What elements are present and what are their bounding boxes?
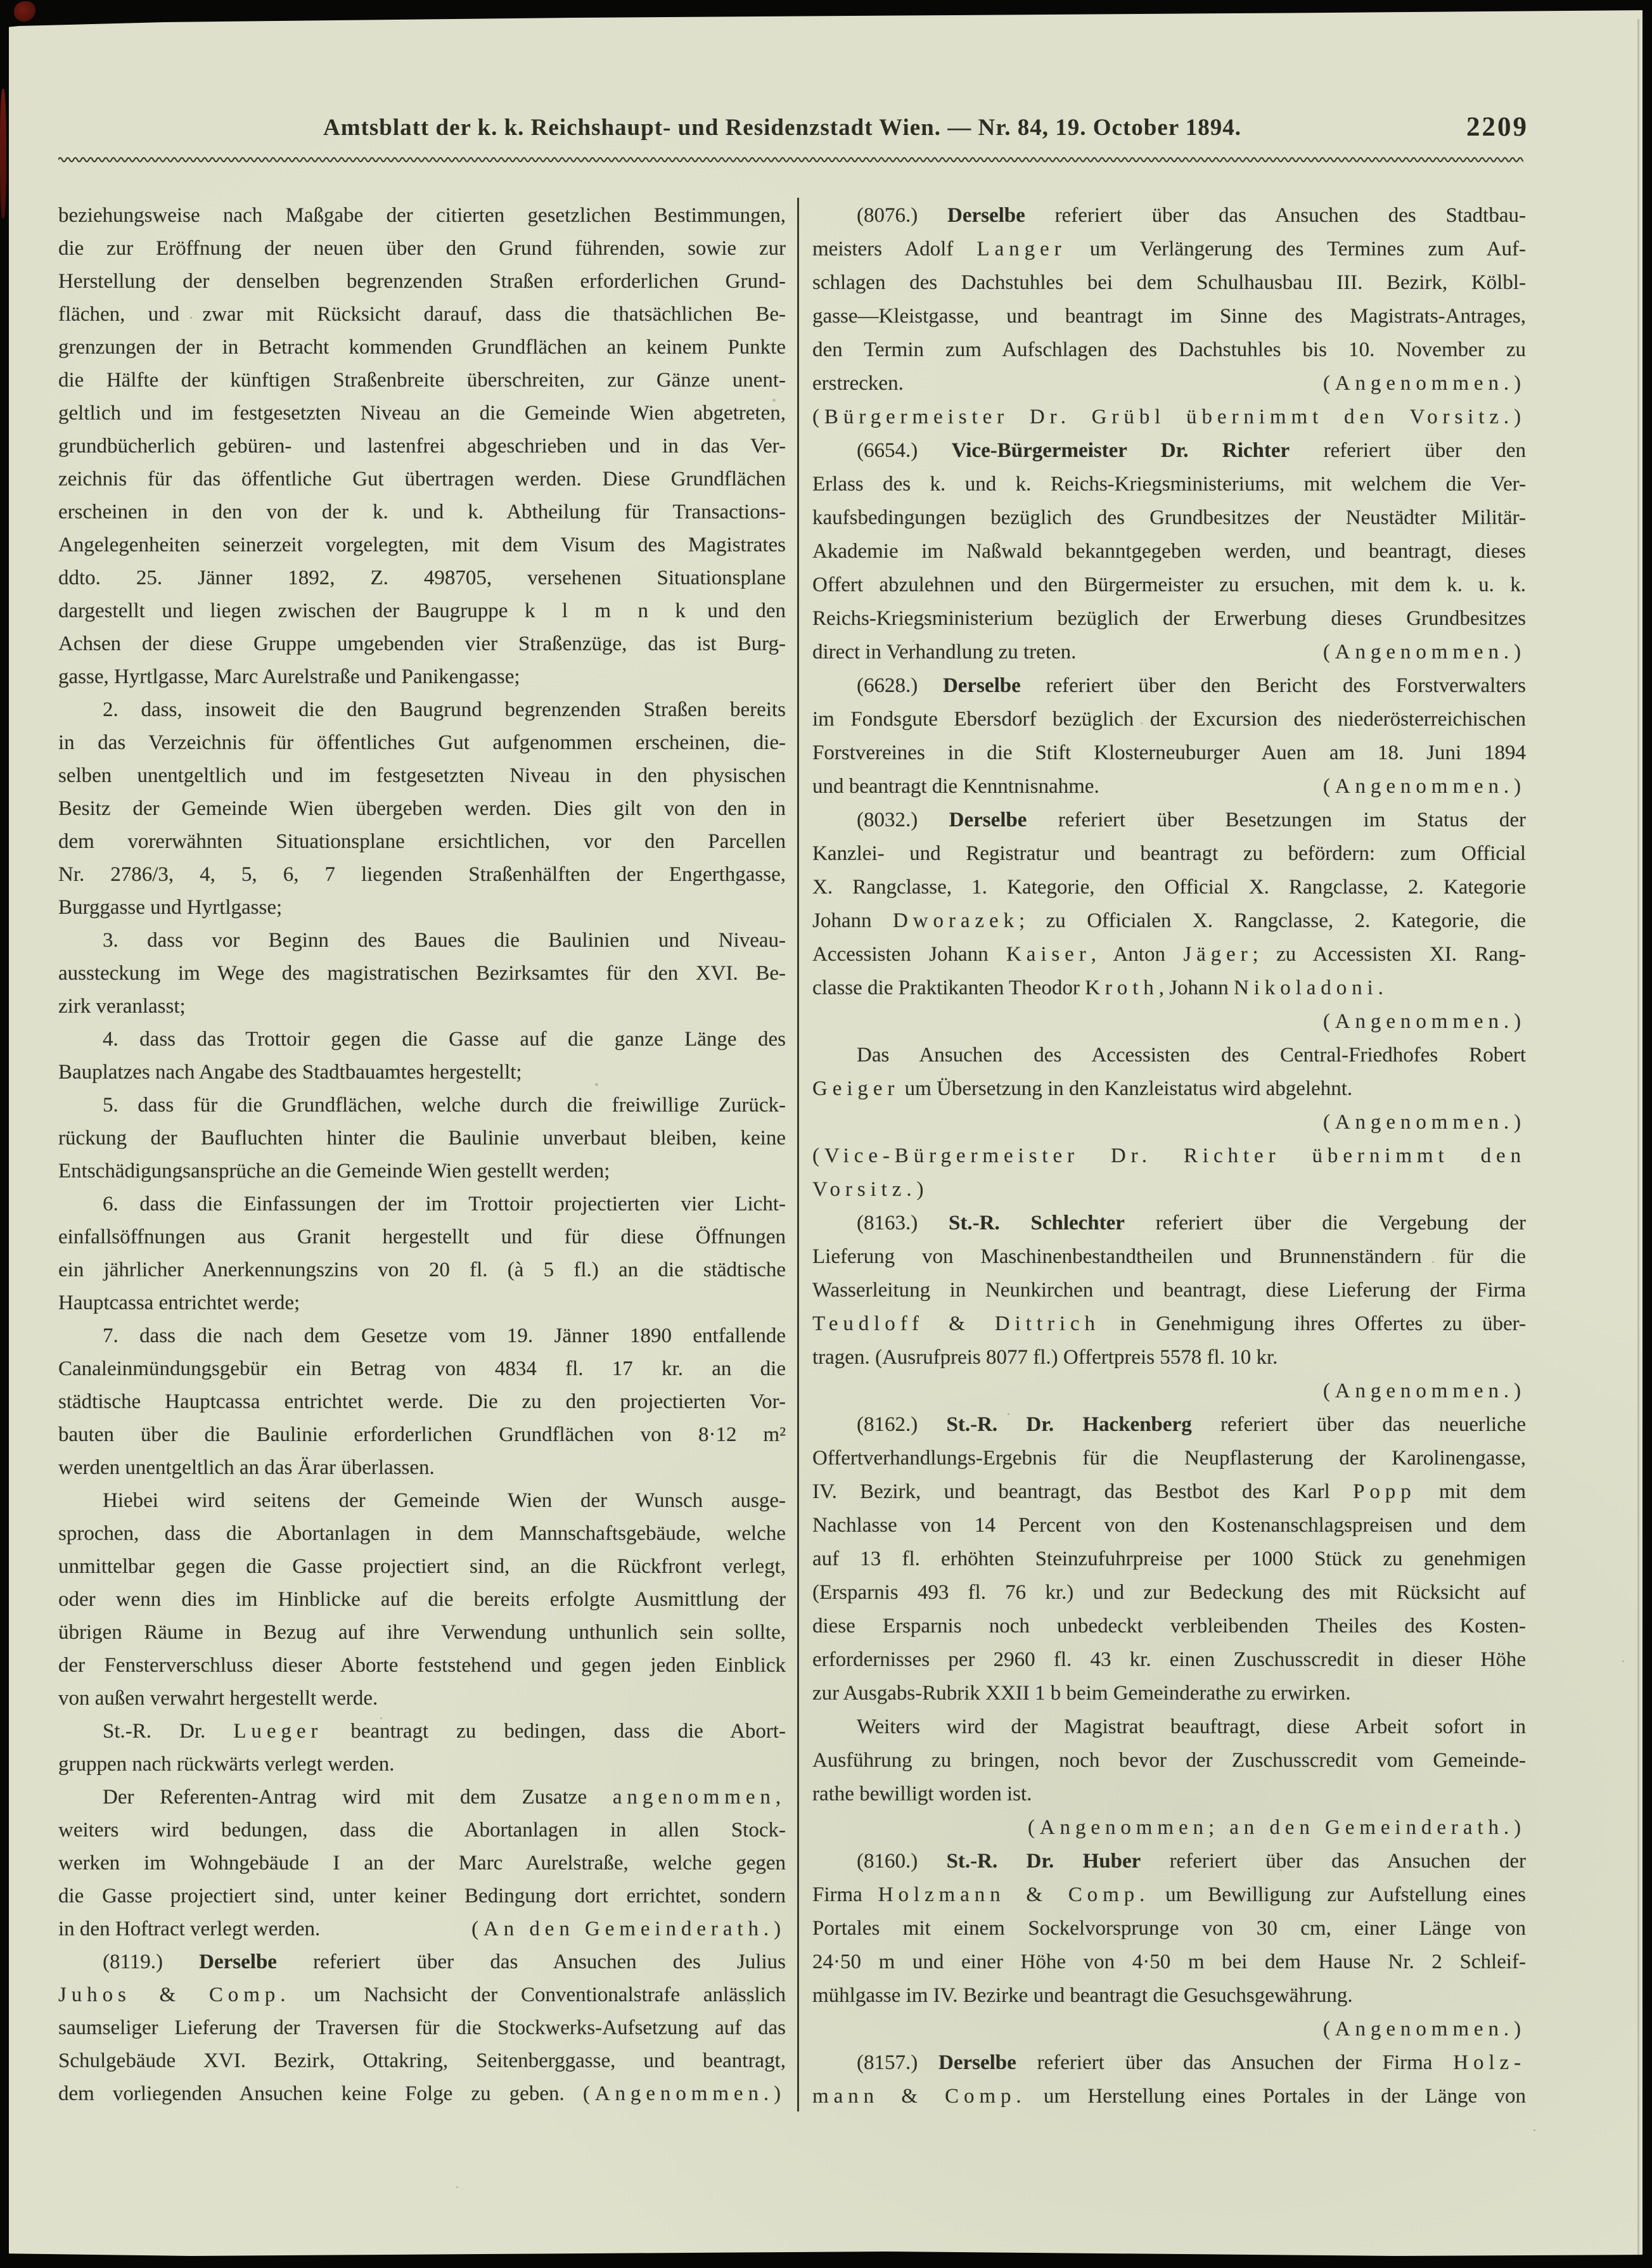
header-wave-rule <box>58 155 1523 164</box>
text-segment: mit dem <box>1416 1480 1526 1503</box>
text-line <box>58 1023 786 1056</box>
text-segment: Entschädigungsansprüche an die Gemeinde Wien gestellt werden; <box>58 1160 610 1182</box>
text-line <box>812 871 1526 904</box>
text-line <box>58 1748 786 1781</box>
text-line <box>58 331 786 364</box>
text-line <box>58 1616 786 1649</box>
text-segment: Vice-Bürgermeister Dr. Richter <box>951 439 1290 462</box>
text-segment: Erlass des k. und k. Reichs-Kriegsministeriums, mit welchem die Ver- <box>812 473 1526 496</box>
text-line <box>812 736 1526 770</box>
text-segment: Reichs-Kriegsministerium bezüglich der Erwerbung dieses Grundbesitzes <box>812 607 1526 630</box>
text-segment: Der Referenten-Antrag wird mit dem Zusatze <box>103 1786 613 1809</box>
text-line <box>58 627 786 660</box>
text-segment: (Vice-Bürgermeister Dr. Richter übernimmt den <box>812 1144 1526 1167</box>
text-segment: saumseliger Lieferung der Traversen für die Stockwerks-Aufsetzung auf das <box>58 2016 786 2039</box>
text-line <box>812 602 1526 636</box>
text-segment: werden unentgeltlich an das Ärar überlassen. <box>58 1456 435 1479</box>
text-line <box>812 1039 1526 1072</box>
text-line <box>58 2077 786 2110</box>
text-line <box>58 1220 786 1253</box>
text-line <box>58 265 786 298</box>
text-segment: Kanzlei- und Registratur und beantragt zu befördern: zum Official <box>812 842 1526 865</box>
text-line <box>58 1517 786 1550</box>
text-segment: X. Rangclasse, 1. Kategorie, den Official X. Rangclasse, 2. Kategorie <box>812 876 1526 899</box>
text-segment: Kaiser <box>1006 943 1091 966</box>
text-segment: im Fondsgute Ebersdorf bezüglich der Excursion des niederösterreichischen <box>812 708 1526 731</box>
text-line <box>812 1072 1526 1106</box>
text-segment: referiert über Besetzungen im Status der <box>1027 809 1526 831</box>
text-line <box>812 770 1526 804</box>
text-segment: in Genehmigung ihres Offertes zu über- <box>1099 1312 1526 1335</box>
text-line <box>812 1542 1526 1576</box>
text-line <box>58 1945 786 1978</box>
text-segment: erfordernisses per 2960 fl. 43 kr. einen Zuschusscredit in dieser Höhe <box>812 1648 1526 1671</box>
text-segment: Lieferung von Maschinenbestandtheilen und Brunnenständern für die <box>812 1245 1526 1268</box>
text-segment: gruppen nach rückwärts verlegt werden. <box>58 1753 395 1776</box>
text-line <box>812 1878 1526 1912</box>
text-segment: (6628.) <box>857 674 943 697</box>
text-segment: direct in Verhandlung zu treten. <box>812 641 1077 663</box>
text-segment: Schulgebäude XVI. Bezirk, Ottakring, Seitenberggasse, und beantragt, <box>58 2049 786 2072</box>
text-segment: unmittelbar gegen die Gasse projectiert sind, an die Rückfront verlegt, <box>58 1555 786 1578</box>
column-right <box>812 199 1526 2113</box>
text-segment: beantragt zu bedingen, dass die Abort- <box>323 1720 786 1743</box>
text-segment: Achsen der diese Gruppe umgebenden vier Straßenzüge, das ist Burg- <box>58 632 786 655</box>
text-segment: werken im Wohngebäude I an der Marc Aurelstraße, welche gegen <box>58 1852 786 1874</box>
text-segment: ein jährlicher Anerkennungszins von 20 fl. (à 5 fl.) an die städtische <box>58 1259 786 1281</box>
page-number: 2209 <box>1466 112 1528 142</box>
text-segment: (Angenommen.) <box>1322 1010 1526 1033</box>
text-segment: Firma <box>812 1883 878 1906</box>
text-segment: beziehungsweise nach Maßgabe der citierten gesetzlichen Bestimmungen, <box>58 204 786 227</box>
text-line <box>812 1207 1526 1240</box>
text-line <box>812 468 1526 501</box>
text-line <box>812 1106 1526 1139</box>
column-left <box>58 199 786 2110</box>
text-line <box>812 266 1526 300</box>
text-segment: classe die Praktikanten Theodor <box>812 977 1085 999</box>
text-line <box>812 1408 1526 1442</box>
text-segment: zeichnis für das öffentliche Gut übertragen werden. Diese Grundflächen <box>58 468 786 490</box>
text-line <box>58 1188 786 1220</box>
scan-edge-left <box>0 0 9 2268</box>
text-segment: , Johann <box>1158 977 1234 999</box>
text-line <box>58 1912 786 1945</box>
text-segment: Hiebei wird seitens der Gemeinde Wien der Wunsch ausge- <box>103 1489 786 1512</box>
text-line <box>812 1374 1526 1408</box>
text-line <box>812 1610 1526 1643</box>
text-segment: diese Ersparnis noch unbedeckt verbleibenden Theiles des Kosten- <box>812 1615 1526 1637</box>
text-segment: Accessisten Johann <box>812 943 1006 966</box>
text-line <box>812 1643 1526 1677</box>
text-segment: meisters Adolf <box>812 238 977 260</box>
text-line <box>58 430 786 463</box>
text-line <box>812 1240 1526 1274</box>
text-segment: städtische Hauptcassa entrichtet werde. Die zu den projectierten Vor- <box>58 1390 786 1413</box>
text-segment: Offertverhandlungs-Ergebnis für die Neupflasterung der Karolinengasse, <box>812 1447 1526 1470</box>
text-segment: (8163.) <box>857 1212 949 1234</box>
text-segment: Johann <box>812 909 893 932</box>
text-segment: einfallsöffnungen aus Granit hergestellt und für diese Öffnungen <box>58 1226 786 1248</box>
text-segment: geltlich und im festgesetzten Niveau an die Gemeinde Wien abgetreten, <box>58 402 786 425</box>
text-line <box>58 463 786 496</box>
text-line <box>58 1056 786 1089</box>
text-line <box>812 1274 1526 1307</box>
paper-right-edge-line <box>1637 19 1639 2256</box>
text-segment: Dworazek <box>892 909 1019 932</box>
text-segment: die Hälfte der künftigen Straßenbreite überschreiten, zur Gänze unent- <box>58 369 786 392</box>
text-segment: gasse—Kleistgasse, und beantragt im Sinne des Magistrats-Antrages, <box>812 305 1526 328</box>
text-segment: flächen, und zwar mit Rücksicht darauf, dass die thatsächlichen Be- <box>58 303 786 326</box>
text-segment: um Übersetzung in den Kanzleistatus wird abgelehnt. <box>899 1077 1353 1100</box>
text-line <box>58 1385 786 1418</box>
text-segment: Nr. 2786/3, 4, 5, 6, 7 liegenden Straßenhälften der Engerthgasse, <box>58 863 786 886</box>
text-line <box>812 1778 1526 1811</box>
text-line <box>58 298 786 331</box>
text-line <box>58 1715 786 1748</box>
text-line <box>58 1682 786 1715</box>
text-segment: referiert über den <box>1290 439 1526 462</box>
text-line <box>812 199 1526 233</box>
scan-edge-top <box>0 0 1652 29</box>
text-line <box>58 1122 786 1155</box>
text-line <box>812 1341 1526 1374</box>
text-segment: tragen. (Ausrufpreis 8077 fl.) Offertpreis 5578 fl. 10 kr. <box>812 1346 1278 1369</box>
text-segment: 24·50 m und einer Höhe von 4·50 m bei dem Hause Nr. 2 Schleif- <box>812 1951 1526 1973</box>
text-line <box>58 990 786 1023</box>
text-segment: Bauplatzes nach Angabe des Stadtbauamtes hergestellt; <box>58 1061 522 1084</box>
text-segment: Langer <box>976 238 1066 260</box>
text-line <box>812 1005 1526 1039</box>
red-pen-mark <box>0 89 6 219</box>
text-segment: (Angenommen.) <box>1322 372 1526 395</box>
text-segment: in den Hoftract verlegt werden. <box>58 1918 321 1940</box>
text-line <box>812 971 1526 1005</box>
text-line <box>812 501 1526 535</box>
text-segment: 6. dass die Einfassungen der im Trottoir projectierten vier Licht- <box>103 1193 786 1215</box>
text-segment: (Angenommen.) <box>1322 1380 1526 1402</box>
text-line <box>812 1576 1526 1610</box>
text-line <box>58 1155 786 1188</box>
text-segment: erscheinen in den von der k. und k. Abtheilung für Transactions- <box>58 501 786 523</box>
text-segment: (An den Gemeinderath.) <box>471 1918 786 1940</box>
text-line <box>812 1677 1526 1710</box>
text-segment: Burggasse und Hyrtlgasse; <box>58 896 283 919</box>
text-segment: (8119.) <box>103 1951 200 1973</box>
text-line <box>812 1811 1526 1845</box>
text-segment: Forstvereines in die Stift Klosterneuburger Auen am 18. Juni 1894 <box>812 741 1526 764</box>
text-segment: . <box>1378 977 1383 999</box>
text-line <box>812 1509 1526 1542</box>
text-segment: den Termin zum Aufschlagen des Dachstuhles bis 10. November zu <box>812 338 1526 361</box>
text-line <box>58 1550 786 1583</box>
text-segment: gasse, Hyrtlgasse, Marc Aurelstraße und Panikengasse; <box>58 665 520 688</box>
text-segment: Nikoladoni <box>1233 977 1378 999</box>
text-line <box>58 957 786 990</box>
text-line <box>812 669 1526 703</box>
text-segment: (8162.) <box>857 1413 947 1436</box>
text-segment: (Angenommen.) <box>1322 1111 1526 1134</box>
text-segment: Wasserleitung in Neunkirchen und beantragt, diese Lieferung der Firma <box>812 1279 1526 1302</box>
text-line <box>58 924 786 957</box>
text-line <box>58 726 786 759</box>
text-segment: (Angenommen.) <box>1322 2018 1526 2041</box>
text-segment: mann & Comp. <box>812 2085 1027 2108</box>
text-line <box>58 1319 786 1352</box>
text-segment: St.-R. Dr. <box>103 1720 234 1743</box>
text-line <box>812 804 1526 837</box>
text-segment: Ausführung zu bringen, noch bevor der Zuschusscredit vom Gemeinde- <box>812 1749 1526 1772</box>
text-segment: rathe bewilligt worden ist. <box>812 1783 1032 1805</box>
text-line <box>812 2080 1526 2113</box>
text-segment: um Herstellung eines Portales in der Länge von <box>1026 2085 1526 2108</box>
text-segment: die Gasse projectiert sind, unter keiner Bedingung dort errichtet, sondern <box>58 1885 786 1907</box>
text-segment: referiert über das neuerliche <box>1191 1413 1526 1436</box>
text-segment: übrigen Räume in Bezug auf ihre Verwendung unthunlich sein sollte, <box>58 1621 786 1644</box>
text-segment: Offert abzulehnen und den Bürgermeister zu ersuchen, mit dem k. u. k. <box>812 573 1526 596</box>
text-line <box>58 825 786 858</box>
text-line <box>812 904 1526 938</box>
text-segment: dem vorliegenden Ansuchen keine Folge zu geben. <box>58 2082 583 2105</box>
text-line <box>812 233 1526 266</box>
text-segment: weiters wird bedungen, dass die Abortanlagen in allen Stock- <box>58 1819 786 1842</box>
text-segment: zur Ausgabs-Rubrik XXII 1 b beim Gemeinderathe zu erwirken. <box>812 1682 1351 1705</box>
text-segment: Besitz der Gemeinde Wien übergeben werden. Dies gilt von den in <box>58 797 786 820</box>
text-segment: Kroth <box>1085 977 1159 999</box>
text-segment: St.-R. Schlechter <box>949 1212 1125 1234</box>
text-line <box>58 594 786 627</box>
text-segment: referiert über das Ansuchen der Firma <box>1016 2051 1454 2074</box>
text-line <box>812 1442 1526 1475</box>
text-line <box>812 1307 1526 1341</box>
text-segment: ; zu Accessisten XI. Rang- <box>1252 943 1526 966</box>
text-line <box>58 496 786 529</box>
text-line <box>58 364 786 397</box>
text-segment: (Angenommen.) <box>1322 641 1526 663</box>
text-line <box>58 1418 786 1451</box>
text-segment: Teudloff & Dittrich <box>812 1312 1100 1335</box>
text-line <box>812 333 1526 367</box>
text-segment: (8032.) <box>857 809 949 831</box>
text-segment: erstrecken. <box>812 372 904 395</box>
text-segment: ; zu Officialen X. Rangclasse, 2. Kategorie, die <box>1018 909 1526 932</box>
text-segment: schlagen des Dachstuhles bei dem Schulhausbau III. Bezirk, Kölbl- <box>812 271 1526 294</box>
text-segment: (Ersparnis 493 fl. 76 kr.) und zur Bedeckung des mit Rücksicht auf <box>812 1581 1526 1604</box>
text-segment: aussteckung im Wege des magistratischen Bezirksamtes für den XVI. Be- <box>58 962 786 985</box>
text-line <box>58 1286 786 1319</box>
text-segment: sprochen, dass die Abortanlagen in dem Mannschaftsgebäude, welche <box>58 1522 786 1545</box>
text-segment: Hauptcassa entrichtet werde; <box>58 1291 300 1314</box>
text-line <box>812 1912 1526 1945</box>
text-line <box>58 1847 786 1880</box>
text-segment: und beantragt die Kenntnisnahme. <box>812 775 1099 798</box>
text-line <box>58 1583 786 1616</box>
text-line <box>58 891 786 924</box>
text-segment: Nachlasse von 14 Percent von den Kostenanschlagspreisen und dem <box>812 1514 1526 1537</box>
text-segment: 2. dass, insoweit die den Baugrund begrenzenden Straßen bereits <box>103 698 786 721</box>
text-segment: Derselbe <box>938 2051 1016 2074</box>
text-line <box>812 636 1526 669</box>
text-line <box>812 1845 1526 1878</box>
text-segment: (Angenommen; an den Gemeinderath.) <box>1027 1816 1526 1839</box>
text-segment: angenommen, <box>612 1786 786 1809</box>
text-segment: in das Verzeichnis für öffentliches Gut aufgenommen erscheinen, die- <box>58 731 786 754</box>
text-line <box>58 1089 786 1122</box>
text-segment: grenzungen der in Betracht kommenden Grundflächen an keinem Punkte <box>58 336 786 359</box>
text-line <box>58 1978 786 2011</box>
text-segment: oder wenn dies im Hinblicke auf die bereits erfolgte Ausmittlung der <box>58 1588 786 1611</box>
text-segment: IV. Bezirk, und beantragt, das Bestbot des Karl <box>812 1480 1354 1503</box>
text-line <box>812 1979 1526 2013</box>
text-segment: mühlgasse im IV. Bezirke und beantragt die Gesuchsgewährung. <box>812 1984 1353 2007</box>
scan-edge-right <box>1642 0 1652 2268</box>
text-line <box>812 1475 1526 1509</box>
text-segment: (8160.) <box>857 1850 947 1873</box>
text-segment: dargestellt und liegen zwischen der Baugruppe <box>58 599 525 622</box>
text-line <box>58 397 786 430</box>
text-line <box>58 2011 786 2044</box>
text-line <box>58 693 786 726</box>
text-segment: um Nachsicht der Conventionalstrafe anlässlich <box>290 1983 786 2006</box>
text-segment: Jäger <box>1183 943 1253 966</box>
text-line <box>812 938 1526 971</box>
text-line <box>812 703 1526 736</box>
text-segment: (8157.) <box>857 2051 939 2074</box>
text-segment: rückung der Baufluchten hinter die Baulinie unverbaut bleiben, keine <box>58 1127 786 1150</box>
text-segment: Popp <box>1353 1480 1416 1503</box>
text-line <box>58 1814 786 1847</box>
text-segment: (8076.) <box>857 204 948 227</box>
text-line <box>812 1744 1526 1778</box>
text-segment: 4. dass das Trottoir gegen die Gasse auf die ganze Länge des <box>103 1028 786 1051</box>
text-line <box>812 837 1526 871</box>
text-segment: Canaleinmündungsgebür ein Betrag von 4834 fl. 17 kr. an die <box>58 1357 786 1380</box>
text-line <box>812 2046 1526 2080</box>
text-segment: Derselbe <box>199 1951 277 1973</box>
text-segment: Akademie im Naßwald bekanntgegeben werden, und beantragt, dieses <box>812 540 1526 563</box>
text-segment: Derselbe <box>942 674 1021 697</box>
text-line <box>812 434 1526 468</box>
text-line <box>812 1173 1526 1207</box>
text-line <box>812 367 1526 400</box>
text-line <box>812 568 1526 602</box>
text-segment: grundbücherlich gebüren- und lastenfrei abgeschrieben und in das Ver- <box>58 435 786 458</box>
text-line <box>812 1945 1526 1979</box>
text-line <box>58 232 786 265</box>
text-segment: der Fensterverschluss dieser Aborte feststehend und gegen jeden Einblick <box>58 1654 786 1677</box>
text-line <box>812 300 1526 333</box>
text-line <box>58 1484 786 1517</box>
text-segment: dem vorerwähnten Situationsplane ersichtlichen, vor den Parcellen <box>58 830 786 853</box>
text-line <box>58 858 786 891</box>
column-divider <box>797 198 799 2111</box>
text-segment: , Anton <box>1091 943 1184 966</box>
text-segment: referiert über das Ansuchen des Julius <box>276 1951 786 1973</box>
text-line <box>58 2044 786 2077</box>
text-segment: Das Ansuchen des Accessisten des Central-Friedhofes Robert <box>857 1044 1526 1067</box>
text-line <box>58 792 786 825</box>
text-segment: bauten über die Baulinie erforderlichen Grundflächen von 8·12 m² <box>58 1423 786 1446</box>
text-line <box>58 1253 786 1286</box>
text-segment: 5. dass für die Grundflächen, welche durch die freiwillige Zurück- <box>103 1094 786 1117</box>
text-line <box>812 1139 1526 1173</box>
text-segment: ddto. 25. Jänner 1892, Z. 498705, versehenen Situationsplane <box>58 567 786 589</box>
text-segment: Holzmann & Comp. <box>878 1883 1150 1906</box>
text-line <box>58 1880 786 1912</box>
text-line <box>58 1781 786 1814</box>
text-segment: Holz- <box>1453 2051 1526 2074</box>
text-segment: Weiters wird der Magistrat beauftragt, diese Arbeit sofort in <box>857 1715 1526 1738</box>
text-line <box>58 1649 786 1682</box>
text-segment: auf 13 fl. erhöhten Steinzufuhrpreise per 1000 Stück zu genehmigen <box>812 1547 1526 1570</box>
text-segment: 3. dass vor Beginn des Baues die Baulinien und Niveau- <box>103 929 786 952</box>
text-segment: die zur Eröffnung der neuen über den Grund führenden, sowie zur <box>58 237 786 260</box>
text-line <box>58 1352 786 1385</box>
text-segment: Portales mit einem Sockelvorsprunge von 30 cm, einer Länge von <box>812 1917 1526 1940</box>
text-line <box>58 1451 786 1484</box>
text-segment: zirk veranlasst; <box>58 995 186 1018</box>
text-segment: (Angenommen.) <box>582 2082 786 2105</box>
text-segment: Derselbe <box>947 204 1025 227</box>
text-line <box>812 400 1526 434</box>
text-line <box>58 529 786 561</box>
text-segment: Geiger <box>812 1077 900 1100</box>
text-segment: Juhos & Comp. <box>58 1983 291 2006</box>
text-segment: von außen verwahrt hergestellt werde. <box>58 1687 378 1710</box>
text-segment: k l m n k <box>524 599 691 622</box>
text-segment: Herstellung der denselben begrenzenden Straßen erforderlichen Grund- <box>58 270 786 293</box>
text-segment: (6654.) <box>857 439 952 462</box>
text-segment: Lueger <box>233 1720 323 1743</box>
text-segment: Vorsitz.) <box>812 1178 929 1201</box>
text-line <box>812 1710 1526 1744</box>
text-line <box>58 561 786 594</box>
text-segment: (Angenommen.) <box>1322 775 1526 798</box>
text-segment: referiert über das Ansuchen des Stadtbau- <box>1025 204 1526 227</box>
text-segment: St.-R. Dr. Hackenberg <box>946 1413 1192 1436</box>
text-segment: referiert über das Ansuchen der <box>1141 1850 1526 1873</box>
text-segment: Derselbe <box>949 809 1027 831</box>
text-segment: Angelegenheiten seinerzeit vorgelegten, mit dem Visum des Magistrates <box>58 534 786 556</box>
text-segment: um Bewilligung zur Aufstellung eines <box>1149 1883 1526 1906</box>
text-segment: 7. dass die nach dem Gesetze vom 19. Jänner 1890 entfallende <box>103 1324 786 1347</box>
text-segment: St.-R. Dr. Huber <box>946 1850 1141 1873</box>
text-line <box>58 199 786 232</box>
text-segment: referiert über den Bericht des Forstverwalters <box>1020 674 1526 697</box>
text-segment: referiert über die Vergebung der <box>1124 1212 1526 1234</box>
text-segment: um Verlängerung des Termines zum Auf- <box>1066 238 1526 260</box>
text-line <box>58 660 786 693</box>
text-segment: und den <box>690 599 786 622</box>
page-header-title: Amtsblatt der k. k. Reichshaupt- und Residenzstadt Wien. — Nr. 84, 19. October 1894. <box>323 115 1241 141</box>
text-line <box>812 535 1526 568</box>
scan-edge-bottom <box>0 2248 1652 2268</box>
text-segment: kaufsbedingungen bezüglich des Grundbesitzes der Neustädter Militär- <box>812 506 1526 529</box>
text-line <box>812 2013 1526 2046</box>
text-line <box>58 759 786 792</box>
text-segment: (Bürgermeister Dr. Grübl übernimmt den Vorsitz.) <box>812 406 1526 428</box>
text-segment: selben unentgeltlich und im festgesetzten Niveau in den physischen <box>58 764 786 787</box>
